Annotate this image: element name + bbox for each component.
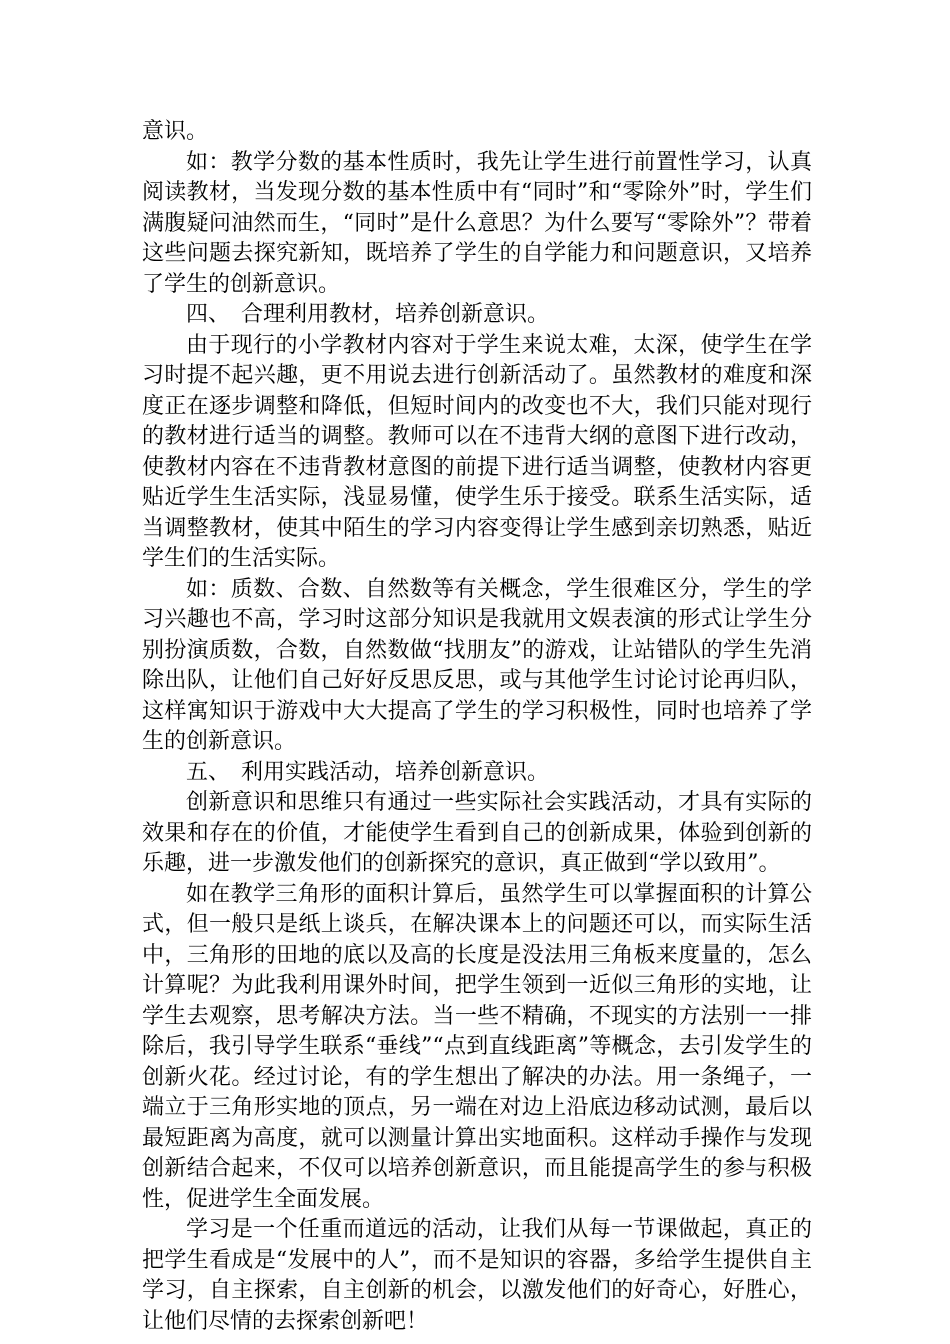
paragraph-conclusion: 学习是一个任重而道远的活动，让我们从每一节课做起，真正的把学生看成是“发展中的人”，而不是知识的容器，多给学生提供自主学习，自主探索，自主创新的机会，以激发他们的好奇心，好胜心，让他们尽情的去探索创新吧！ (142, 1217, 812, 1334)
paragraph-continuation: 意识。 (142, 119, 209, 144)
section-heading-5: 五、 利用实践活动，培养创新意识。 (186, 759, 550, 785)
paragraph-fraction-example: 如：教学分数的基本性质时，我先让学生进行前置性学习，认真阅读教材，当发现分数的基本性质中有“同时”和“零除外”时，学生们满腹疑问油然而生，“同时”是什么意思？为什么要写“零除外”？带着这些问题去探究新知，既培养了学生的自学能力和问题意识，又培养了学生的创新意识。 (142, 149, 812, 297)
paragraph-prime-number-example: 如：质数、合数、自然数等有关概念，学生很难区分，学生的学习兴趣也不高，学习时这部分知识是我就用文娱表演的形式让学生分别扮演质数，合数，自然数做“找朋友”的游戏，让站错队的学生先消除出队，让他们自己好好反思反思，或与其他学生讨论讨论再归队，这样寓知识于游戏中大大提高了学生的学习积极性，同时也培养了学生的创新意识。 (142, 576, 812, 754)
paragraph-textbook-adjustment: 由于现行的小学教材内容对于学生来说太难，太深，使学生在学习时提不起兴趣，更不用说去进行创新活动了。虽然教材的难度和深度正在逐步调整和降低，但短时间内的改变也不大，我们只能对现行的教材进行适当的调整。教师可以在不违背大纲的意图下进行改动，使教材内容在不违背教材意图的前提下进行适当调整，使教材内容更贴近学生生活实际，浅显易懂，使学生乐于接受。联系生活实际，适当调整教材，使其中陌生的学习内容变得让学生感到亲切熟悉，贴近学生们的生活实际。 (142, 332, 812, 571)
document-page (142, 117, 812, 1337)
section-heading-4: 四、 合理利用教材，培养创新意识。 (186, 302, 550, 327)
paragraph-triangle-example: 如在教学三角形的面积计算后，虽然学生可以掌握面积的计算公式，但一般只是纸上谈兵，在解决课本上的问题还可以，而实际生活中，三角形的田地的底以及高的长度是没法用三角板来度量的，怎么计算呢？为此我利用课外时间，把学生领到一近似三角形的实地，让学生去观察，思考解决方法。当一些不精确，不现实的方法别一一排除后，我引导学生联系“垂线”“点到直线距离”等概念，去引发学生的创新火花。经过讨论，有的学生想出了解决的办法。用一条绳子，一端立于三角形实地的顶点，另一端在对边上沿底边移动试测，最后以最短距离为高度，就可以测量计算出实地面积。这样动手操作与发现创新结合起来，不仅可以培养创新意识，而且能提高学生的参与积极性，促进学生全面发展。 (142, 881, 812, 1212)
paragraph-practice-activity: 创新意识和思维只有通过一些实际社会实践活动，才具有实际的效果和存在的价值，才能使学生看到自己的创新成果，体验到创新的乐趣，进一步激发他们的创新探究的意识，真正做到“学以致用”。 (142, 790, 812, 876)
